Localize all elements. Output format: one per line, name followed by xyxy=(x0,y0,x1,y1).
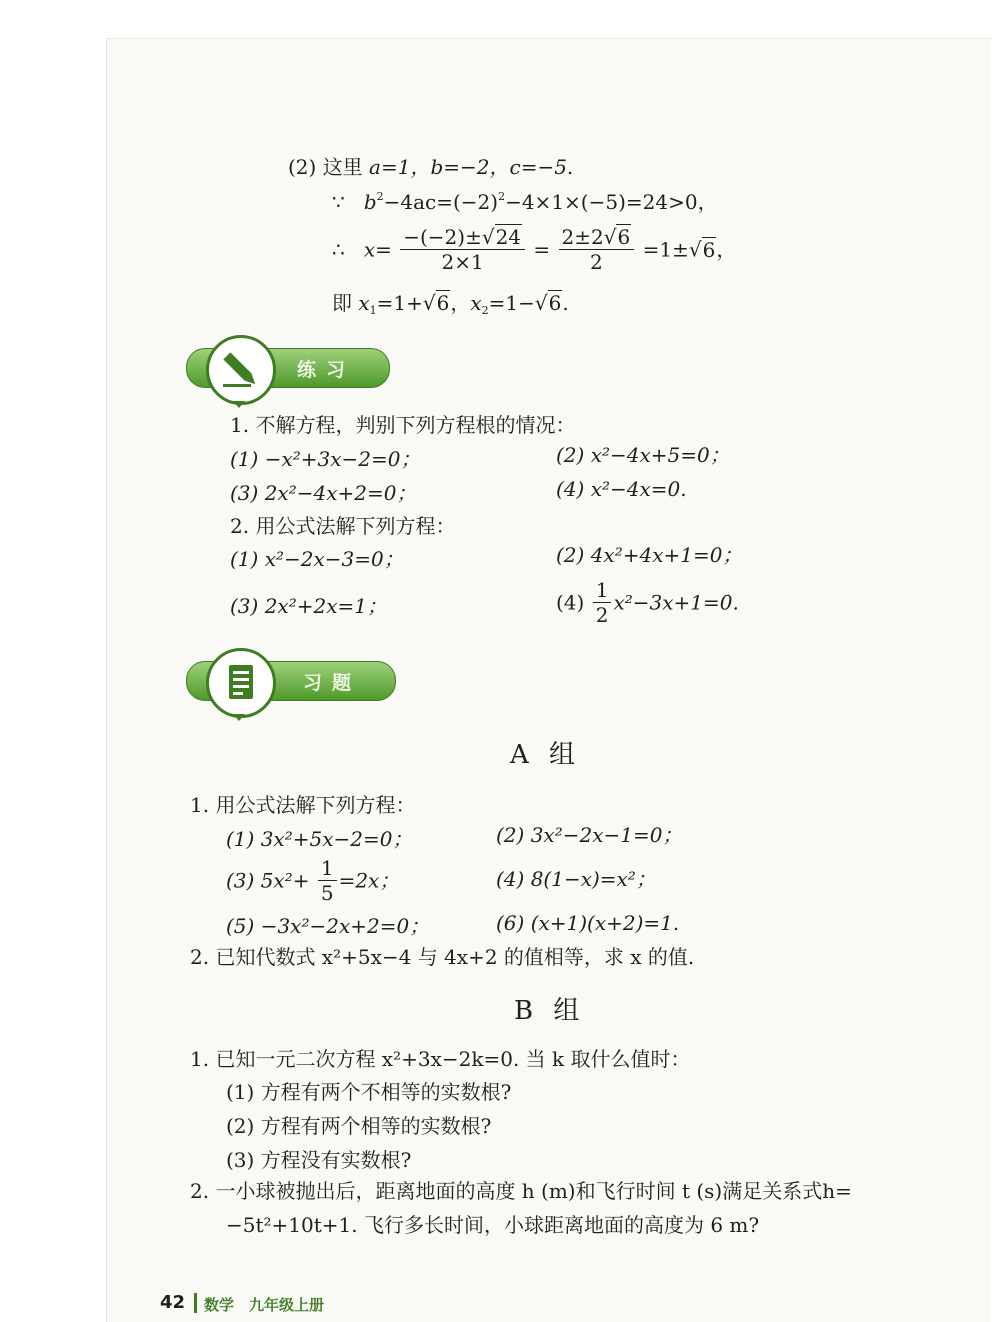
practice-q1-item-2: (2) x²−4x+5=0； xyxy=(556,443,730,467)
book-title: 数学 九年级上册 xyxy=(204,1296,325,1314)
pencil-icon xyxy=(206,335,276,405)
group-a-heading: A 组 xyxy=(510,740,582,770)
a2-question: 2. 已知代数式 x²+5x−4 与 4x+2 的值相等，求 x 的值. xyxy=(190,945,695,969)
page-number: 42 xyxy=(160,1292,186,1313)
because-symbol: ∵ xyxy=(332,190,345,214)
group-b-heading: B 组 xyxy=(514,996,586,1026)
fraction-1: $\frac{-(-2)\pm√24}{2\times 1}$ xyxy=(400,225,525,274)
a1-item-1: (1) 3x²+5x−2=0； xyxy=(226,827,413,851)
practice-q2-item-4: (4) $\frac{1}{2}$ x²−3x+1=0. xyxy=(556,578,739,627)
b1-item-2: (2) 方程有两个相等的实数根? xyxy=(226,1114,492,1138)
example-label: (2) 这里 xyxy=(288,155,363,179)
formula-line: ∴ x= $\frac{-(-2)\pm√24}{2\times 1}$ = $\frac{2\pm 2√6}{2}$ =1±√6， xyxy=(332,225,737,274)
a1-title: 1. 用公式法解下列方程： xyxy=(190,793,416,817)
a1-item-2: (2) 3x²−2x−1=0； xyxy=(496,823,683,847)
practice-q2-item-1: (1) x²−2x−3=0； xyxy=(230,547,404,571)
practice-q2-title: 2. 用公式法解下列方程： xyxy=(230,514,456,538)
practice-q1-item-1: (1) −x²+3x−2=0； xyxy=(230,447,421,471)
exercises-pointer-icon xyxy=(233,714,245,721)
half-fraction: $\frac{1}{2}$ xyxy=(593,578,612,627)
roots-line: 即 $x_1=1+√6$，$x_2=1-√6$. xyxy=(332,291,569,317)
a1-item-3: (3) 5x²+ $\frac{1}{5}$ =2x； xyxy=(226,856,400,905)
example-line-1 xyxy=(288,154,573,180)
b1-title: 1. 已知一元二次方程 x²+3x−2k=0. 当 k 取什么值时： xyxy=(190,1047,691,1071)
practice-badge-label: 练习 xyxy=(297,359,356,381)
notebook-icon xyxy=(206,648,276,718)
discriminant-line: ∵ $b^2-4ac=(-2)^2-4\times 1\times(-5)=24>0$， xyxy=(332,190,718,214)
practice-q2-item-2: (2) 4x²+4x+1=0； xyxy=(556,543,743,567)
footer-divider xyxy=(194,1293,197,1313)
b2-line-2: −5t²+10t+1. 飞行多长时间，小球距离地面的高度为 6 m? xyxy=(226,1213,760,1237)
a1-item-5: (5) −3x²−2x+2=0； xyxy=(226,914,430,938)
practice-pointer-icon xyxy=(233,401,245,408)
practice-q1-title: 1. 不解方程，判别下列方程根的情况： xyxy=(230,413,576,437)
practice-q2-item-3: (3) 2x²+2x=1； xyxy=(230,594,387,618)
therefore-symbol: ∴ xyxy=(332,237,345,262)
practice-q1-item-4: (4) x²−4x=0. xyxy=(556,477,687,501)
fifth-fraction: $\frac{1}{5}$ xyxy=(318,856,337,905)
b2-line-1: 2. 一小球被抛出后，距离地面的高度 h (m)和飞行时间 t (s)满足关系式h= xyxy=(190,1179,852,1203)
fraction-2: $\frac{2\pm 2√6}{2}$ xyxy=(559,225,635,274)
example-coefficients: a=1，b=−2，c=−5. xyxy=(369,155,574,179)
b1-item-1: (1) 方程有两个不相等的实数根? xyxy=(226,1080,512,1104)
a1-item-4: (4) 8(1−x)=x²； xyxy=(496,867,656,891)
b1-item-3: (3) 方程没有实数根? xyxy=(226,1148,412,1172)
a1-item-6: (6) (x+1)(x+2)=1. xyxy=(496,911,680,935)
exercises-badge-label: 习题 xyxy=(303,672,362,694)
practice-q1-item-3: (3) 2x²−4x+2=0； xyxy=(230,481,417,505)
